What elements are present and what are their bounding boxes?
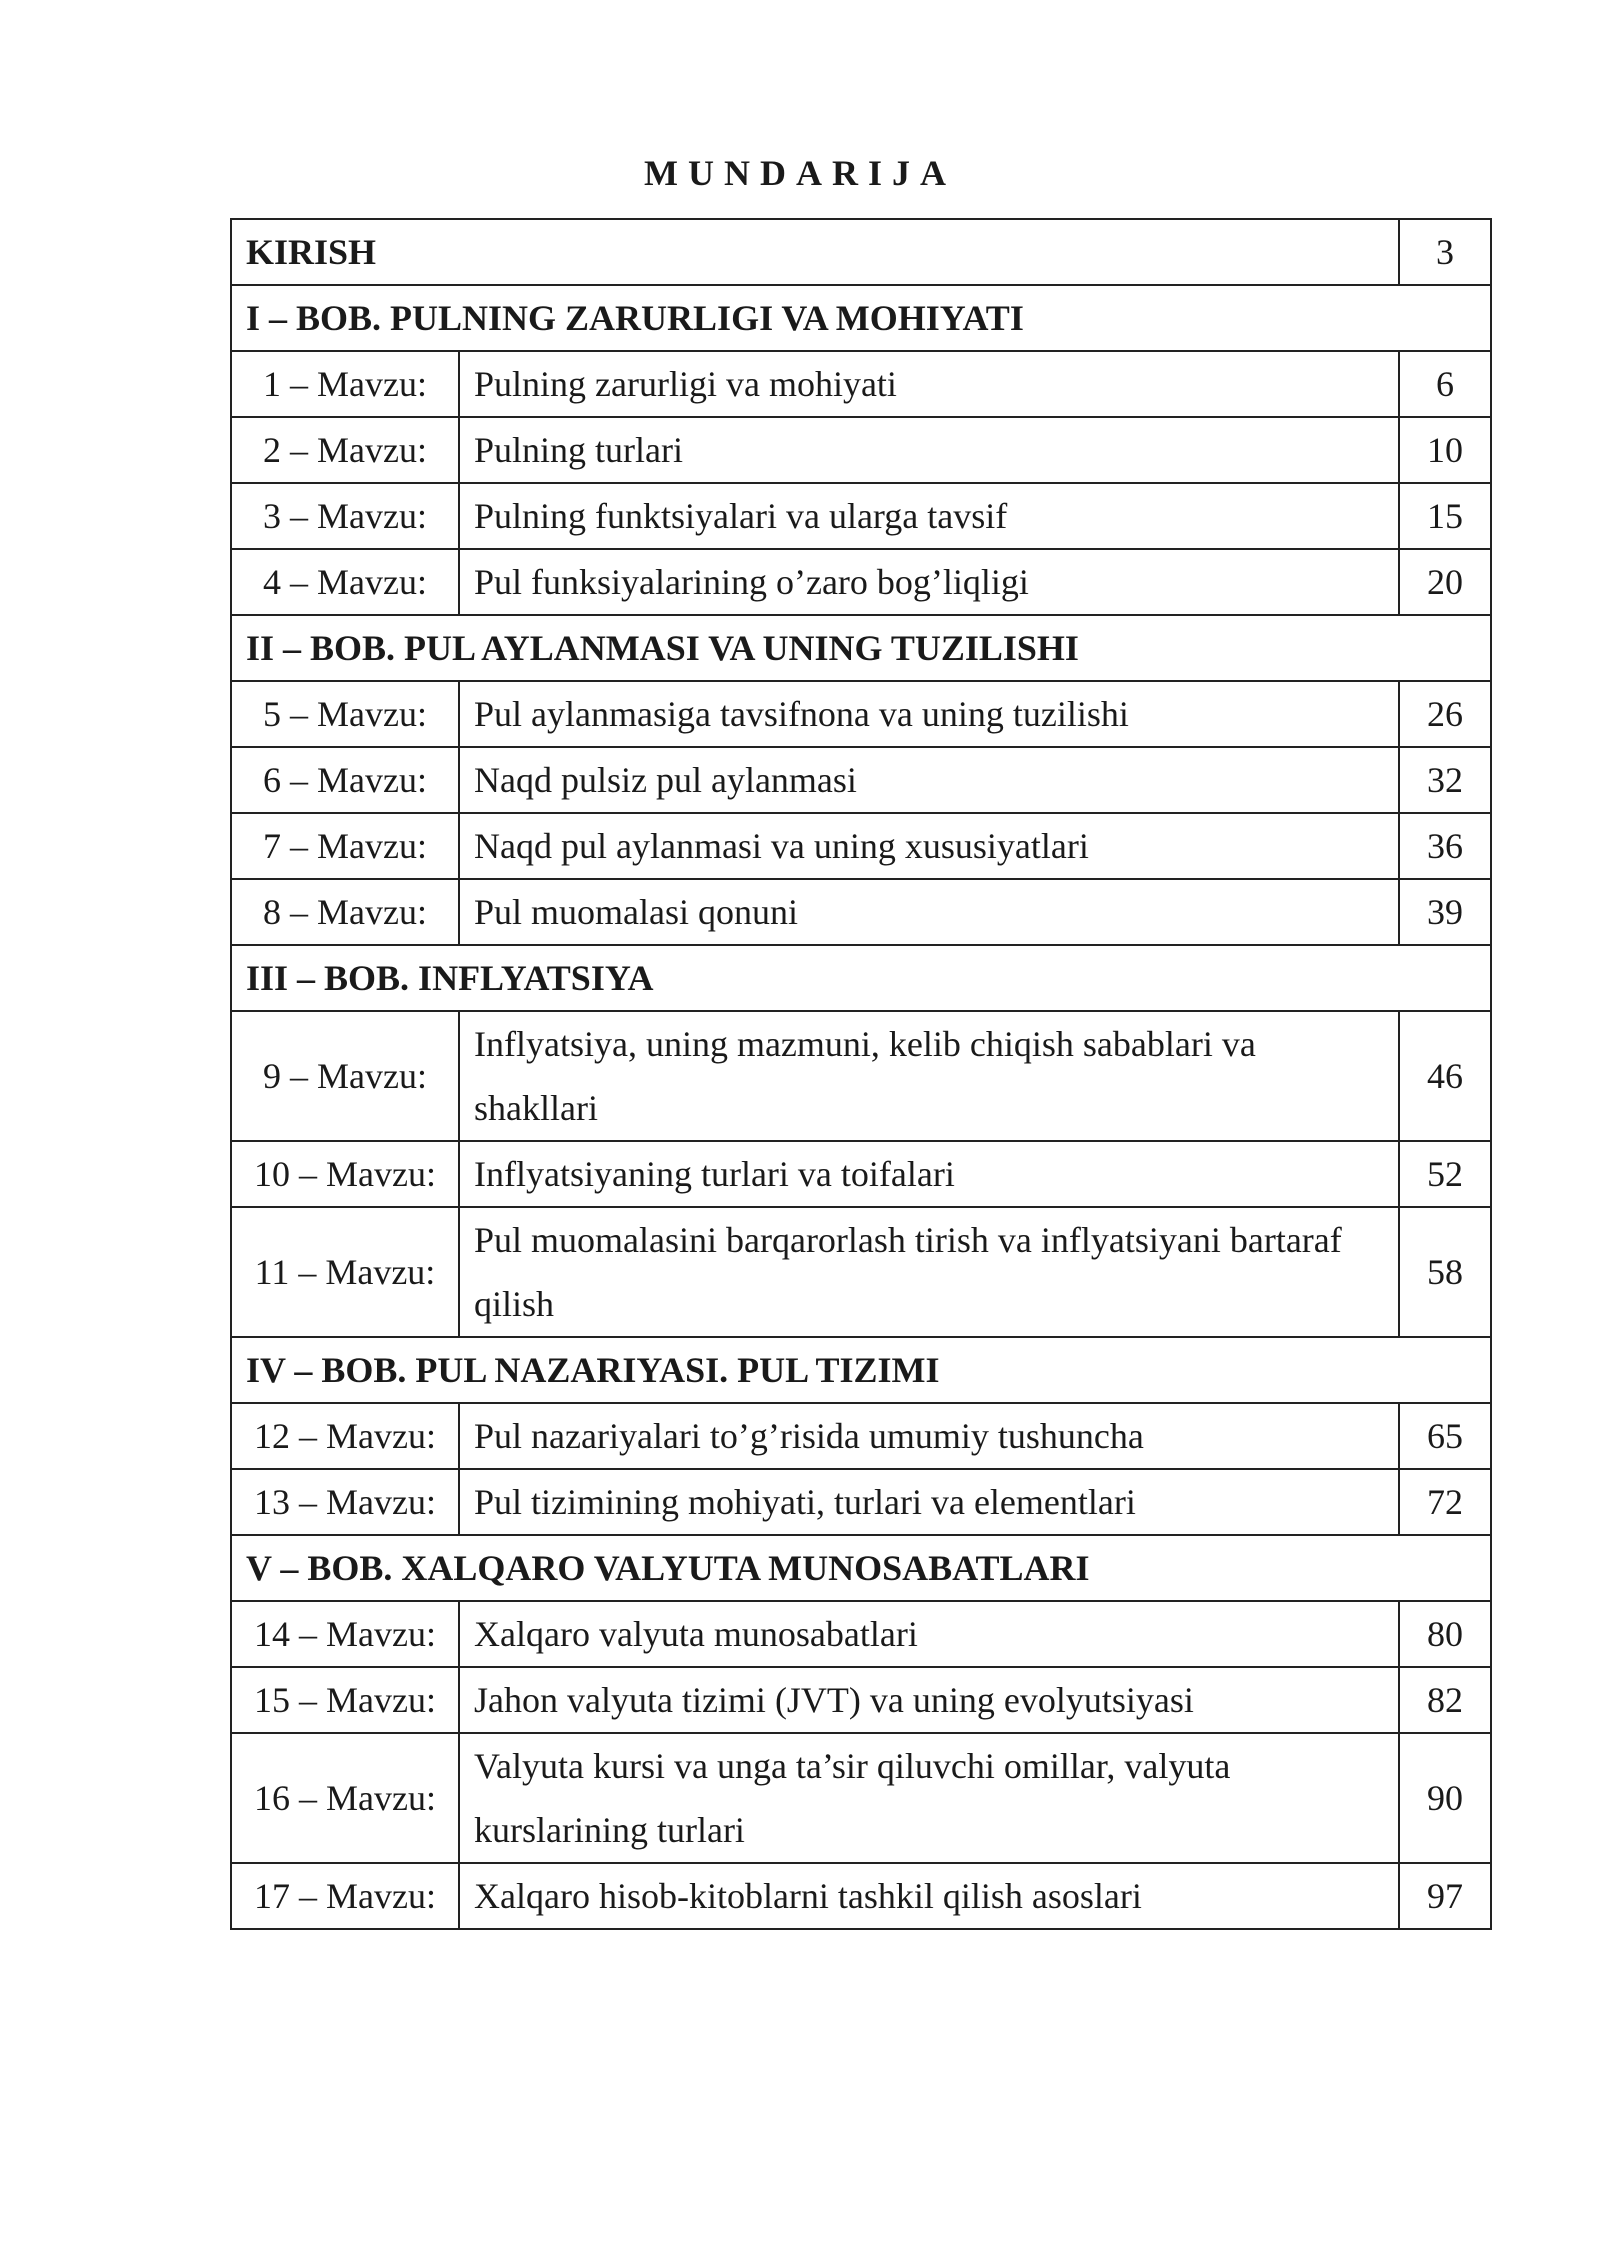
table-of-contents [230,218,1492,1930]
topic-label: 1 – Mavzu: [231,351,459,417]
topic-row[interactable] [231,1141,1491,1207]
topic-label: 13 – Mavzu: [231,1469,459,1535]
topic-row[interactable] [231,747,1491,813]
topic-page-number: 90 [1399,1733,1491,1863]
topic-page-number: 46 [1399,1011,1491,1141]
topic-row[interactable] [231,813,1491,879]
topic-page-number: 10 [1399,417,1491,483]
topic-page-number: 72 [1399,1469,1491,1535]
topic-label: 16 – Mavzu: [231,1733,459,1863]
topic-label: 3 – Mavzu: [231,483,459,549]
topic-row[interactable] [231,549,1491,615]
topic-label: 9 – Mavzu: [231,1011,459,1141]
topic-title: Naqd pulsiz pul aylanmasi [459,747,1399,813]
topic-page-number: 15 [1399,483,1491,549]
topic-page-number: 58 [1399,1207,1491,1337]
topic-row[interactable] [231,1469,1491,1535]
topic-label: 4 – Mavzu: [231,549,459,615]
chapter-title: II – BOB. PUL AYLANMASI VA UNING TUZILISHI [231,615,1491,681]
chapter-title: I – BOB. PULNING ZARURLIGI VA MOHIYATI [231,285,1491,351]
topic-label: 2 – Mavzu: [231,417,459,483]
topic-title: Pul nazariyalari to’g’risida umumiy tushuncha [459,1403,1399,1469]
intro-row[interactable] [231,219,1491,285]
topic-row[interactable] [231,417,1491,483]
topic-page-number: 36 [1399,813,1491,879]
topic-title: Xalqaro hisob-kitoblarni tashkil qilish asoslari [459,1863,1399,1929]
chapter-title: V – BOB. XALQARO VALYUTA MUNOSABATLARI [231,1535,1491,1601]
topic-page-number: 6 [1399,351,1491,417]
topic-title: Pul aylanmasiga tavsifnona va uning tuzilishi [459,681,1399,747]
chapter-row[interactable] [231,1337,1491,1403]
topic-title: Inflyatsiya, uning mazmuni, kelib chiqish sabablari va shakllari [459,1011,1399,1141]
page-title: MUNDARIJA [644,153,956,193]
topic-label: 6 – Mavzu: [231,747,459,813]
topic-label: 8 – Mavzu: [231,879,459,945]
topic-row[interactable] [231,351,1491,417]
topic-title: Pulning zarurligi va mohiyati [459,351,1399,417]
topic-title: Naqd pul aylanmasi va uning xususiyatlari [459,813,1399,879]
topic-row[interactable] [231,1403,1491,1469]
intro-title: KIRISH [231,219,1399,285]
topic-row[interactable] [231,1733,1491,1863]
topic-title: Inflyatsiyaning turlari va toifalari [459,1141,1399,1207]
topic-page-number: 52 [1399,1141,1491,1207]
chapter-row[interactable] [231,945,1491,1011]
topic-label: 5 – Mavzu: [231,681,459,747]
topic-title: Pul funksiyalarining o’zaro bog’liqligi [459,549,1399,615]
topic-label: 11 – Mavzu: [231,1207,459,1337]
chapter-title: III – BOB. INFLYATSIYA [231,945,1491,1011]
toc-body [231,219,1491,1929]
topic-row[interactable] [231,1601,1491,1667]
topic-row[interactable] [231,1667,1491,1733]
topic-page-number: 26 [1399,681,1491,747]
chapter-row[interactable] [231,615,1491,681]
topic-row[interactable] [231,1207,1491,1337]
topic-label: 10 – Mavzu: [231,1141,459,1207]
topic-page-number: 97 [1399,1863,1491,1929]
topic-page-number: 80 [1399,1601,1491,1667]
chapter-title: IV – BOB. PUL NAZARIYASI. PUL TIZIMI [231,1337,1491,1403]
topic-page-number: 82 [1399,1667,1491,1733]
topic-label: 12 – Mavzu: [231,1403,459,1469]
topic-row[interactable] [231,879,1491,945]
topic-title: Jahon valyuta tizimi (JVT) va uning evolyutsiyasi [459,1667,1399,1733]
topic-title: Pul tizimining mohiyati, turlari va elementlari [459,1469,1399,1535]
topic-page-number: 20 [1399,549,1491,615]
topic-page-number: 39 [1399,879,1491,945]
topic-row[interactable] [231,483,1491,549]
topic-label: 14 – Mavzu: [231,1601,459,1667]
topic-page-number: 65 [1399,1403,1491,1469]
topic-title: Pul muomalasini barqarorlash tirish va inflyatsiyani bartaraf qilish [459,1207,1399,1337]
topic-label: 17 – Mavzu: [231,1863,459,1929]
topic-title: Valyuta kursi va unga ta’sir qiluvchi omillar, valyuta kurslarining turlari [459,1733,1399,1863]
chapter-row[interactable] [231,1535,1491,1601]
topic-page-number: 32 [1399,747,1491,813]
topic-row[interactable] [231,681,1491,747]
chapter-row[interactable] [231,285,1491,351]
topic-row[interactable] [231,1011,1491,1141]
topic-title: Pulning turlari [459,417,1399,483]
topic-title: Xalqaro valyuta munosabatlari [459,1601,1399,1667]
topic-row[interactable] [231,1863,1491,1929]
topic-label: 15 – Mavzu: [231,1667,459,1733]
topic-title: Pul muomalasi qonuni [459,879,1399,945]
topic-label: 7 – Mavzu: [231,813,459,879]
intro-page: 3 [1399,219,1491,285]
topic-title: Pulning funktsiyalari va ularga tavsif [459,483,1399,549]
